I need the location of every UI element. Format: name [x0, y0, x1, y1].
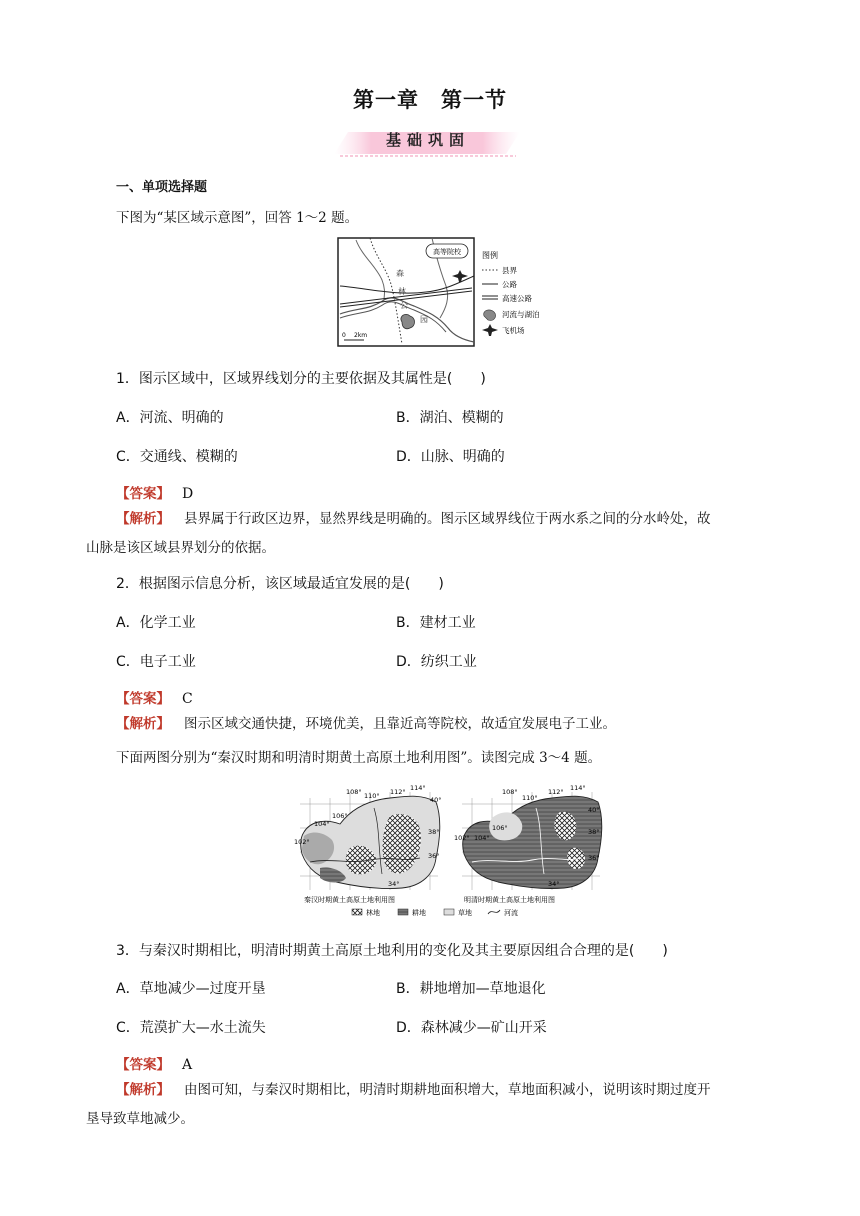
q1-option-a: A．河流、明确的: [116, 410, 224, 426]
question-2-stem: 2．根据图示信息分析，该区域最适宜发展的是( ): [116, 576, 444, 592]
q2-explain-tag: 【解析】: [116, 716, 170, 732]
left-lon-104: 104°: [314, 820, 330, 828]
q3-answer: A: [182, 1057, 193, 1073]
right-lon-112: 112°: [548, 788, 564, 796]
right-map-caption: 明清时期黄土高原土地利用图: [464, 896, 555, 904]
legend-lake-symbol: [484, 310, 496, 320]
page-title: 第一章 第一节: [353, 88, 507, 112]
q2-explain-row: [116, 710, 616, 739]
question-3-stem: 3．与秦汉时期相比，明清时期黄土高原土地利用的变化及其主要原因组合合理的是( ): [116, 943, 668, 959]
legend-grassland: 草地: [458, 909, 472, 917]
q1-answer-tag: 【答案】: [116, 486, 170, 502]
q1-option-d: D．山脉、明确的: [396, 449, 505, 465]
q1-explain-line-2: 山脉是该区域县界划分的依据。: [86, 540, 275, 556]
q3-option-a: A．草地减少—过度开垦: [116, 981, 266, 997]
loess-plateau-maps: [290, 778, 610, 920]
q3-answer-row: [116, 1053, 192, 1073]
q2-option-d: D．纺织工业: [396, 654, 477, 670]
legend-county: 县界: [502, 266, 517, 275]
q1-option-c: C．交通线、模糊的: [116, 449, 238, 465]
q2-option-a: A．化学工业: [116, 615, 196, 631]
left-lon-108: 108°: [346, 788, 362, 796]
q3-option-c: C．荒漠扩大—水土流失: [116, 1020, 266, 1036]
legend-road: 公路: [502, 280, 517, 289]
legend-river-lake: 河流与湖泊: [502, 310, 540, 319]
q3-option-b: B．耕地增加—草地退化: [396, 981, 546, 997]
scale-label-0: 0: [342, 332, 346, 339]
q2-option-b: B．建材工业: [396, 615, 476, 631]
left-lon-112: 112°: [390, 788, 406, 796]
map2-legend: [352, 908, 518, 917]
legend-river: 河流: [504, 909, 518, 917]
left-map-caption: 秦汉时期黄土高原土地利用图: [304, 896, 395, 904]
right-lon-102: 102°: [454, 834, 470, 842]
right-lon-108: 108°: [502, 788, 518, 796]
left-lat-38: 38°: [428, 828, 440, 836]
q3-explain-line-1: 由图可知，与秦汉时期相比，明清时期耕地面积增大，草地面积减小，说明该时期过度开: [184, 1082, 711, 1098]
intro-map2: 下面两图分别为“秦汉时期和明清时期黄土高原土地利用图”。读图完成 3～4 题。: [116, 750, 602, 766]
scale-label-1: 2km: [354, 332, 368, 339]
legend-airport: 飞机场: [502, 326, 525, 335]
q2-option-c: C．电子工业: [116, 654, 196, 670]
right-lat-36: 36°: [588, 854, 600, 862]
left-lon-106: 106°: [332, 812, 348, 820]
intro-map1: 下图为“某区域示意图”，回答 1～2 题。: [116, 210, 359, 226]
q3-answer-tag: 【答案】: [116, 1057, 170, 1073]
q1-explain-tag: 【解析】: [116, 511, 170, 527]
left-lon-110: 110°: [364, 792, 380, 800]
right-lat-40: 40°: [588, 806, 600, 814]
q3-explain-tag: 【解析】: [116, 1082, 170, 1098]
legend-forest: 林地: [366, 909, 380, 917]
left-lat-36: 36°: [428, 852, 440, 860]
q2-answer-tag: 【答案】: [116, 691, 170, 707]
section-heading: 一、单项选择题: [116, 180, 208, 195]
q3-explain-line-2: 垦导致草地减少。: [86, 1111, 194, 1127]
right-lon-104: 104°: [474, 834, 490, 842]
q1-explain-row: [116, 505, 711, 534]
left-lat-40: 40°: [430, 796, 442, 804]
right-lon-106: 106°: [492, 824, 508, 832]
legend-highway: 高速公路: [502, 294, 532, 303]
q3-option-d: D．森林减少—矿山开采: [396, 1020, 547, 1036]
q1-option-b: B．湖泊、模糊的: [396, 410, 504, 426]
q3-explain-row: [116, 1076, 711, 1105]
legend-airport-icon: [482, 324, 498, 336]
q1-explain-line-1: 县界属于行政区边界，显然界线是明确的。图示区域界线位于两水系之间的分水岭处，故: [184, 511, 711, 527]
map-place-char-4: 园: [420, 315, 428, 324]
college-label: 高等院校: [433, 248, 461, 256]
q1-answer-row: [116, 482, 193, 502]
right-lat-34: 34°: [548, 880, 560, 888]
right-lon-114: 114°: [570, 784, 586, 792]
section-banner-label: 基础巩固: [385, 131, 470, 149]
legend-farmland: 耕地: [412, 909, 426, 917]
legend-title: 图例: [482, 251, 498, 260]
region-map: [336, 236, 558, 348]
q1-answer: D: [182, 486, 194, 502]
left-lon-114: 114°: [410, 784, 426, 792]
q2-explain-line-1: 图示区域交通快捷，环境优美，且靠近高等院校，故适宜发展电子工业。: [184, 716, 616, 732]
q2-answer-row: [116, 687, 193, 707]
map-place-char-1: 森: [396, 269, 404, 278]
left-lon-102: 102°: [294, 838, 310, 846]
right-lon-110: 110°: [522, 794, 538, 802]
question-1-stem: 1．图示区域中，区域界线划分的主要依据及其属性是( ): [116, 371, 486, 387]
left-lat-34: 34°: [388, 880, 400, 888]
right-lat-38: 38°: [588, 828, 600, 836]
map-ming-qing: [454, 784, 602, 904]
map-place-char-3: 公: [400, 301, 408, 310]
q2-answer: C: [182, 691, 193, 707]
map-place-char-2: 林: [398, 287, 406, 296]
map-qin-han: [294, 784, 442, 904]
